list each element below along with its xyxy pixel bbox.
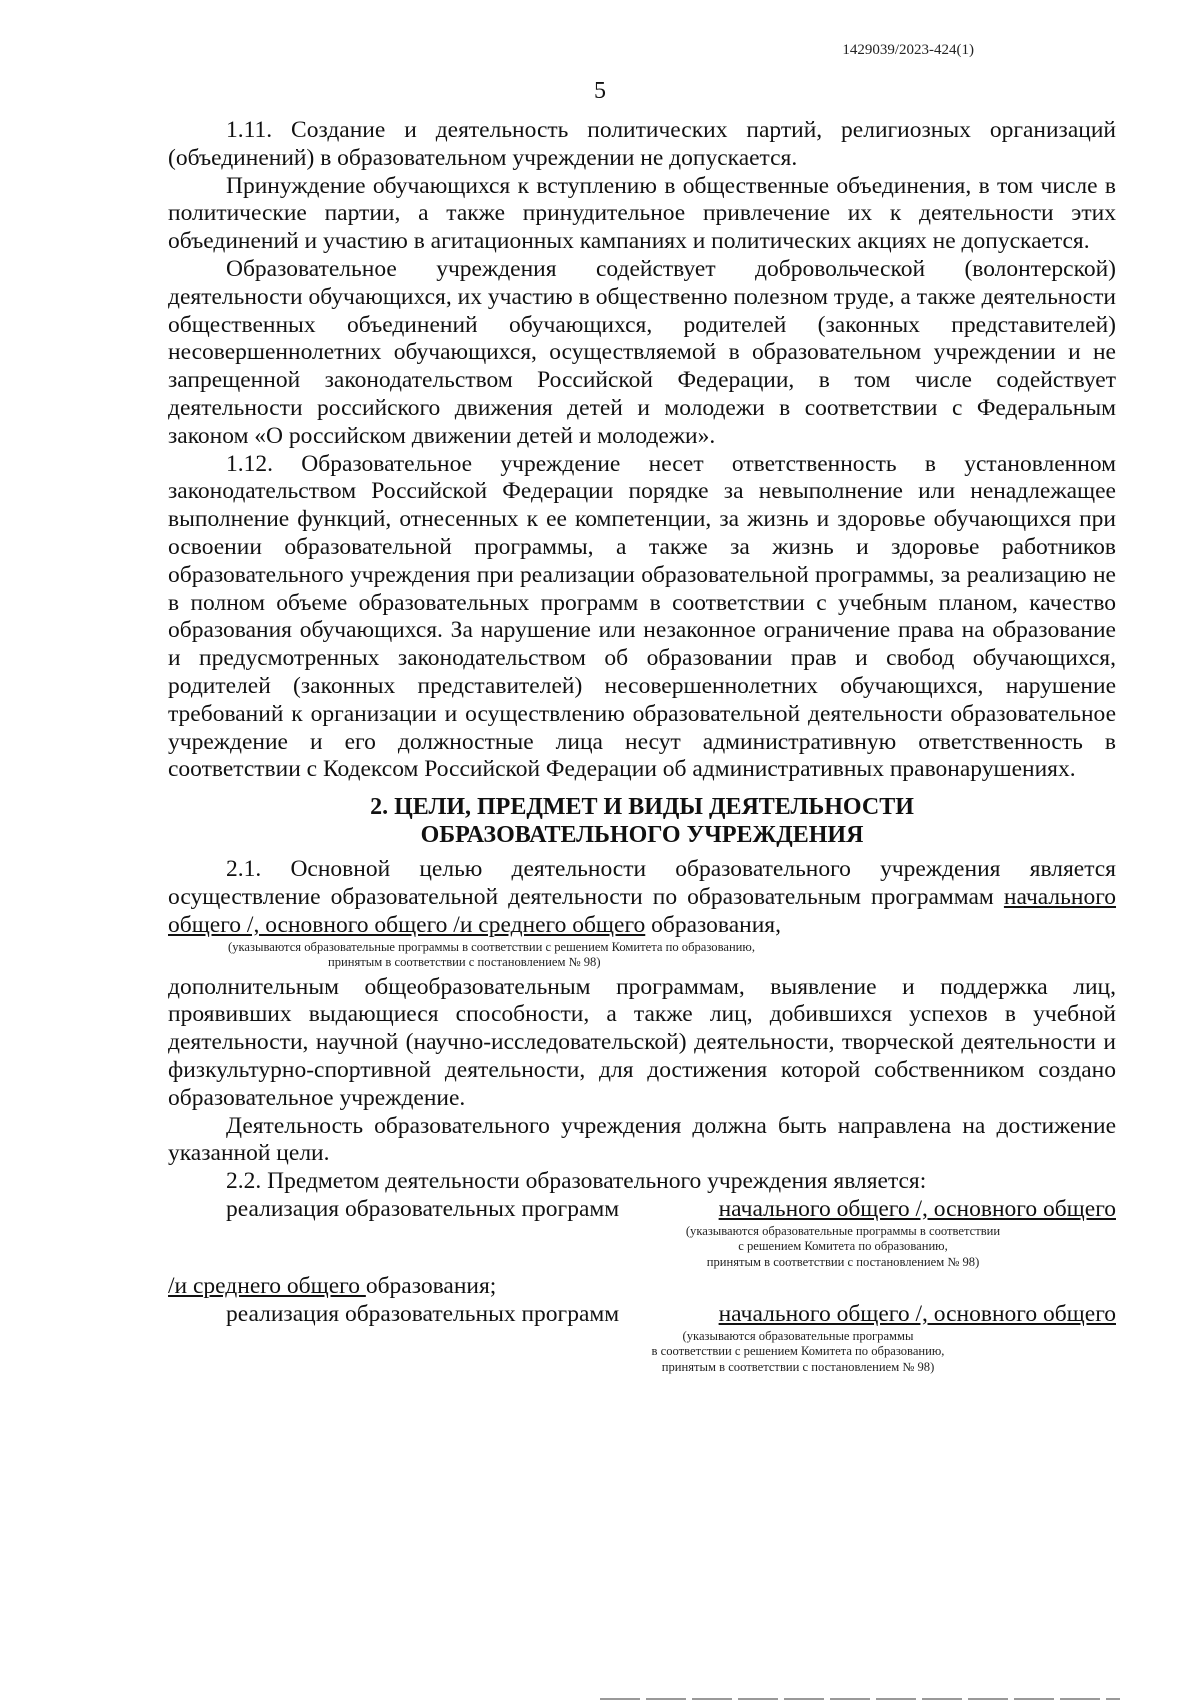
footnote-programs-2 xyxy=(608,1224,1078,1271)
implementation-line-1 xyxy=(168,1196,1116,1224)
paragraph-1-11: 1.11. Создание и деятельность политических партий, религиозных организаций (объединений) в образовательном учреждении не допускается. xyxy=(168,117,1116,171)
document-number: 1429039/2023-424(1) xyxy=(842,42,974,58)
paragraph-2-1-tail: образования, xyxy=(645,911,781,938)
section-heading-line-2: ОБРАЗОВАТЕЛЬНОГО УЧРЕЖДЕНИЯ xyxy=(420,822,864,849)
footnote-2-line-1: (указываются образовательные программы в соответствии xyxy=(685,1223,1001,1238)
implementation-1-text: реализация образовательных программ xyxy=(226,1195,620,1222)
document-body xyxy=(168,117,1116,1375)
footnote-3-line-1: (указываются образовательные программы xyxy=(682,1328,914,1343)
paragraph-2-1-continued: дополнительным общеобразовательным программам, выявление и поддержка лиц, проявивших выдающиеся способности, а также лиц, добившихся успехов в учебной деятельности, научной (научно-исследовательской) деятельности, творческой деятельности и физкультурно-спортивной деятельности, для достижения которой собственником создано образовательное учреждение. xyxy=(168,973,1116,1111)
footnote-programs-3 xyxy=(598,1329,998,1376)
paragraph-activity: Деятельность образовательного учреждения должна быть направлена на достижение указанной цели. xyxy=(168,1112,1116,1167)
paragraph-2-1-underlined: начального общего /, основного общего /и среднего общего xyxy=(168,883,1117,938)
implementation-1-cont-tail: образования; xyxy=(365,1273,497,1300)
paragraph-volunteer: Образовательное учреждения содействует добровольческой (волонтерской) деятельности обучающихся, их участию в общественно полезном труде, а также деятельности общественных объединений обучающихся, родителей (законных представителей) несовершеннолетних обучающихся, осуществляемой в образовательном учреждении и не запрещенной законодательством Российской Федерации, в том числе содействует деятельности российского движения детей и молодежи в соответствии с Федеральным законом «О российском движении детей и молодежи». xyxy=(168,255,1116,449)
section-2-heading xyxy=(168,793,1116,849)
implementation-line-2 xyxy=(168,1301,1116,1329)
paragraph-2-2: 2.2. Предметом деятельности образовательного учреждения является: xyxy=(226,1168,927,1195)
footnote-programs-1 xyxy=(168,940,1116,971)
footnote-3-line-2: в соответствии с решением Комитета по образованию, xyxy=(651,1344,945,1359)
implementation-1-continued xyxy=(168,1273,1116,1301)
footnote-1-line-1: (указываются образовательные программы в соответствии с решением Комитета по образованию, xyxy=(228,939,755,954)
implementation-2-text: реализация образовательных программ xyxy=(226,1300,620,1327)
implementation-2-underlined: начального общего /, основного общего xyxy=(718,1300,1116,1327)
implementation-1-underlined: начального общего /, основного общего xyxy=(718,1195,1116,1222)
footnote-1-line-2: принятым в соответствии с постановлением № 98) xyxy=(328,955,601,970)
paragraph-2-1 xyxy=(168,856,1116,939)
scan-edge-artifact xyxy=(600,1698,1120,1700)
implementation-1-cont-underlined: /и среднего общего xyxy=(168,1273,366,1300)
paragraph-1-12: 1.12. Образовательное учреждение несет ответственность в установленном законодательством Российской Федерации порядке за невыполнение или ненадлежащее выполнение функций, отнесенных к ее компетенции, за жизнь и здоровье обучающихся при освоении образовательной программы, а также за жизнь и здоровье работников образовательного учреждения при реализации образовательной программы, за реализацию не в полном объеме образовательных программ в соответствии с учебным планом, качество образования обучающихся. За нарушение или незаконное ограничение права на образование и предусмотренных законодательством об образовании прав и свобод обучающихся, родителей (законных представителей) несовершеннолетних обучающихся, нарушение требований к организации и осуществлению образовательной деятельности образовательное учреждение и его должностные лица несут административную ответственность в соответствии с Кодексом Российской Федерации об административных правонарушениях. xyxy=(168,450,1116,783)
footnote-2-line-2: с решением Комитета по образованию, xyxy=(738,1239,948,1254)
section-heading-line-1: 2. ЦЕЛИ, ПРЕДМЕТ И ВИДЫ ДЕЯТЕЛЬНОСТИ xyxy=(370,794,914,821)
paragraph-2-1-start: 2.1. Основной целью деятельности образовательного учреждения является осуществление образовательной деятельности по образовательным программам xyxy=(168,856,1116,910)
footnote-2-line-3: принятым в соответствии с постановлением № 98) xyxy=(706,1254,980,1269)
page-number: 5 xyxy=(594,78,606,104)
paragraph-coercion: Принуждение обучающихся к вступлению в общественные объединения, в том числе в политические партии, а также принудительное привлечение их к деятельности этих объединений и участию в агитационных кампаниях и политических акциях не допускается. xyxy=(168,172,1116,255)
footnote-3-line-3: принятым в соответствии с постановлением № 98) xyxy=(661,1359,935,1374)
